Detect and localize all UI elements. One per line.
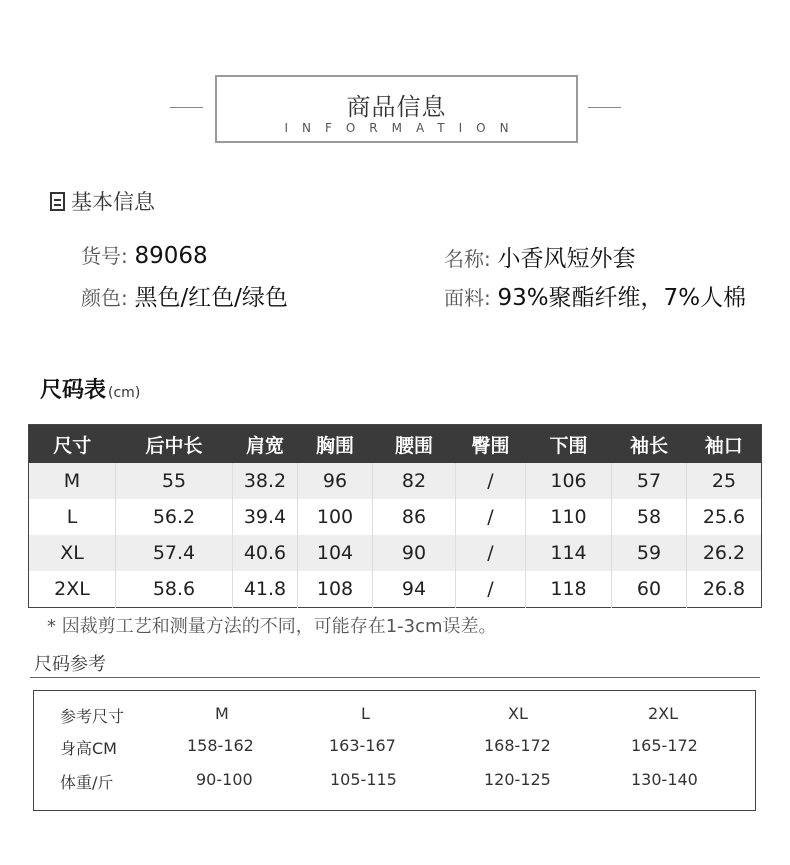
size-chart-title-text: 尺码表: [40, 378, 107, 403]
size-chart-header-row: [29, 425, 762, 464]
info-name: [444, 240, 635, 273]
reference-cell: 158-162: [187, 736, 254, 755]
info-fabric: [444, 279, 746, 312]
table-cell: /: [456, 571, 526, 608]
table-cell: 100: [298, 499, 373, 535]
reference-cell: 2XL: [648, 704, 679, 723]
table-cell: 57: [612, 463, 687, 499]
column-header: 腰围: [373, 425, 456, 464]
reference-cell: 105-115: [330, 770, 397, 789]
table-cell: XL: [29, 535, 116, 571]
table-cell: 86: [373, 499, 456, 535]
table-cell: 25.6: [687, 499, 762, 535]
table-cell: 59: [612, 535, 687, 571]
table-cell: 58: [612, 499, 687, 535]
table-cell: L: [29, 499, 116, 535]
table-cell: 26.2: [687, 535, 762, 571]
column-header: 尺寸: [29, 425, 116, 464]
table-cell: 58.6: [116, 571, 233, 608]
column-header: 后中长: [116, 425, 233, 464]
info-value: 93%聚酯纤维，7%人棉: [497, 285, 747, 311]
info-label: 货号:: [81, 244, 128, 268]
size-chart-unit: (cm): [108, 385, 141, 401]
table-row: [29, 499, 762, 535]
column-header: 袖长: [612, 425, 687, 464]
table-cell: 60: [612, 571, 687, 608]
table-cell: /: [456, 463, 526, 499]
document-icon: [50, 192, 65, 211]
column-header: 胸围: [298, 425, 373, 464]
size-reference-box: [33, 690, 756, 811]
table-cell: M: [29, 463, 116, 499]
table-cell: 40.6: [233, 535, 298, 571]
size-reference-divider: [30, 677, 760, 678]
reference-row: [34, 704, 755, 728]
column-header: 下围: [526, 425, 612, 464]
table-cell: 56.2: [116, 499, 233, 535]
reference-cell: XL: [508, 704, 528, 723]
header-right-rule: [588, 107, 621, 108]
table-cell: 38.2: [233, 463, 298, 499]
info-label: 颜色:: [81, 286, 128, 310]
table-cell: 41.8: [233, 571, 298, 608]
reference-row: [34, 770, 755, 794]
measurement-note: * 因裁剪工艺和测量方法的不同，可能存在1-3cm误差。: [47, 616, 497, 637]
table-cell: 96: [298, 463, 373, 499]
info-item-number: [81, 240, 208, 269]
table-cell: 82: [373, 463, 456, 499]
table-row: [29, 571, 762, 608]
reference-cell: L: [361, 704, 370, 723]
info-value: 黑色/红色/绿色: [134, 285, 288, 311]
table-cell: 104: [298, 535, 373, 571]
table-cell: 106: [526, 463, 612, 499]
reference-cell: M: [215, 704, 229, 723]
table-row: [29, 463, 762, 499]
table-cell: 55: [116, 463, 233, 499]
reference-label: 身高CM: [60, 739, 117, 758]
table-row: [29, 535, 762, 571]
table-cell: 108: [298, 571, 373, 608]
reference-label: 体重/斤: [60, 773, 114, 792]
info-label: 面料:: [444, 286, 491, 310]
size-chart-title: [40, 373, 140, 404]
table-cell: 26.8: [687, 571, 762, 608]
header-box: [215, 75, 578, 143]
reference-cell: 163-167: [329, 736, 396, 755]
basic-info-title-text: 基本信息: [71, 190, 155, 214]
page-title: 商品信息: [346, 93, 447, 121]
reference-cell: 165-172: [631, 736, 698, 755]
table-cell: /: [456, 535, 526, 571]
table-cell: 25: [687, 463, 762, 499]
table-cell: 57.4: [116, 535, 233, 571]
reference-cell: 130-140: [631, 770, 698, 789]
basic-info-title: [50, 186, 155, 216]
table-cell: /: [456, 499, 526, 535]
table-cell: 90: [373, 535, 456, 571]
reference-cell: 90-100: [196, 770, 253, 789]
table-cell: 110: [526, 499, 612, 535]
column-header: 袖口: [687, 425, 762, 464]
reference-label: 参考尺寸: [60, 707, 125, 726]
reference-row: [34, 736, 755, 760]
header-left-rule: [170, 107, 203, 108]
column-header: 肩宽: [233, 425, 298, 464]
reference-cell: 168-172: [484, 736, 551, 755]
table-cell: 118: [526, 571, 612, 608]
size-chart-table: [28, 424, 762, 608]
info-value: 小香风短外套: [497, 246, 636, 272]
info-value: 89068: [134, 243, 208, 269]
page-subtitle: INFORMATION: [284, 121, 523, 135]
info-color: [81, 279, 288, 312]
table-cell: 39.4: [233, 499, 298, 535]
size-reference-title: 尺码参考: [34, 654, 106, 675]
column-header: 臀围: [456, 425, 526, 464]
info-label: 名称:: [444, 247, 491, 271]
reference-cell: 120-125: [484, 770, 551, 789]
table-cell: 94: [373, 571, 456, 608]
table-cell: 114: [526, 535, 612, 571]
table-cell: 2XL: [29, 571, 116, 608]
